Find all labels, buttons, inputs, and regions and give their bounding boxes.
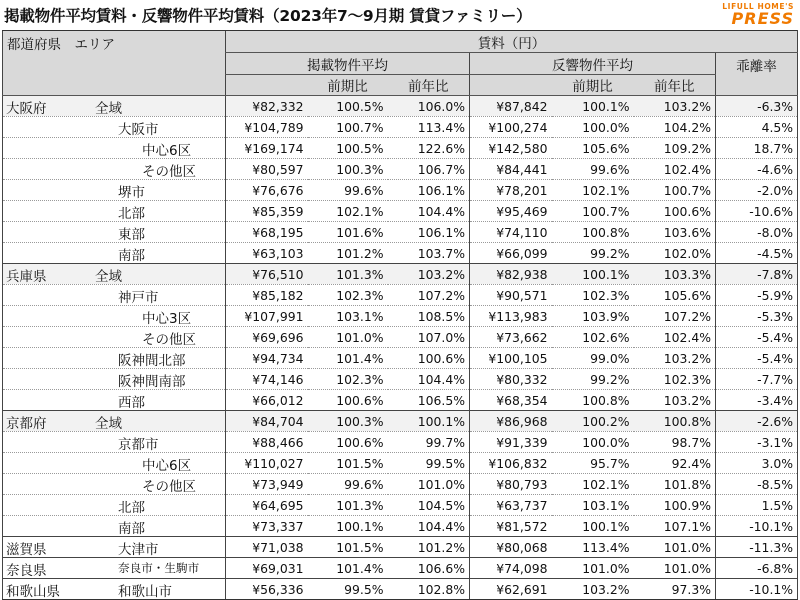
area-name: その他区 (142, 479, 196, 495)
gap-rate: -3.4% (716, 390, 798, 411)
area-name: その他区 (142, 332, 196, 348)
header-pref-area: 都道府県 エリア (3, 31, 226, 96)
listed-qoq: 100.3% (308, 411, 388, 432)
header-listed: 掲載物件平均 (226, 53, 470, 75)
listed-qoq: 99.6% (308, 180, 388, 201)
prefecture-name: 奈良県 (6, 563, 47, 579)
row-label (3, 96, 226, 117)
table-row (3, 180, 798, 201)
response-qoq: 100.2% (552, 411, 634, 432)
response-yoy: 103.6% (634, 222, 716, 243)
header-listed-qoq: 前期比 (308, 75, 388, 96)
listed-yoy: 122.6% (388, 138, 470, 159)
header-resp-qoq: 前期比 (552, 75, 634, 96)
response-qoq: 102.1% (552, 180, 634, 201)
table-row (3, 327, 798, 348)
listed-yoy: 107.0% (388, 327, 470, 348)
row-label (3, 243, 226, 264)
response-yoy: 102.0% (634, 243, 716, 264)
gap-rate: -10.6% (716, 201, 798, 222)
response-rent: ¥87,842 (470, 96, 552, 117)
listed-rent: ¥84,704 (226, 411, 308, 432)
listed-yoy: 106.6% (388, 558, 470, 579)
listed-yoy: 101.0% (388, 474, 470, 495)
area-name: 北部 (118, 500, 145, 516)
response-qoq: 99.0% (552, 348, 634, 369)
response-qoq: 100.7% (552, 201, 634, 222)
listed-rent: ¥71,038 (226, 537, 308, 558)
response-yoy: 102.4% (634, 327, 716, 348)
row-label (3, 558, 226, 579)
listed-rent: ¥169,174 (226, 138, 308, 159)
response-rent: ¥113,983 (470, 306, 552, 327)
listed-rent: ¥88,466 (226, 432, 308, 453)
listed-rent: ¥107,991 (226, 306, 308, 327)
listed-yoy: 106.5% (388, 390, 470, 411)
response-rent: ¥68,354 (470, 390, 552, 411)
response-rent: ¥80,332 (470, 369, 552, 390)
listed-qoq: 101.5% (308, 537, 388, 558)
listed-rent: ¥110,027 (226, 453, 308, 474)
listed-yoy: 99.5% (388, 453, 470, 474)
response-yoy: 101.8% (634, 474, 716, 495)
response-qoq: 103.9% (552, 306, 634, 327)
response-rent: ¥74,098 (470, 558, 552, 579)
response-qoq: 100.1% (552, 96, 634, 117)
table-row (3, 243, 798, 264)
table-row (3, 516, 798, 537)
listed-qoq: 101.5% (308, 453, 388, 474)
logo-line1: LIFULL HOME'S (722, 2, 794, 11)
listed-rent: ¥56,336 (226, 579, 308, 600)
logo-line2: PRESS (731, 8, 794, 28)
listed-qoq: 102.3% (308, 369, 388, 390)
response-qoq: 99.2% (552, 369, 634, 390)
listed-yoy: 106.0% (388, 96, 470, 117)
response-rent: ¥82,938 (470, 264, 552, 285)
response-yoy: 102.3% (634, 369, 716, 390)
gap-rate: -2.6% (716, 411, 798, 432)
listed-rent: ¥85,359 (226, 201, 308, 222)
response-yoy: 102.4% (634, 159, 716, 180)
response-rent: ¥66,099 (470, 243, 552, 264)
response-qoq: 103.2% (552, 579, 634, 600)
response-rent: ¥106,832 (470, 453, 552, 474)
listed-qoq: 99.5% (308, 579, 388, 600)
listed-yoy: 102.8% (388, 579, 470, 600)
header-listed-yoy: 前年比 (388, 75, 470, 96)
response-yoy: 103.3% (634, 264, 716, 285)
area-name: 南部 (118, 521, 145, 537)
header-response: 反響物件平均 (470, 53, 716, 75)
table-row (3, 558, 798, 579)
table-row (3, 222, 798, 243)
area-name: 全域 (95, 416, 122, 432)
area-name: 奈良市・生駒市 (118, 561, 200, 575)
row-label (3, 117, 226, 138)
prefecture-name: 滋賀県 (6, 542, 47, 558)
response-rent: ¥63,737 (470, 495, 552, 516)
gap-rate: -7.8% (716, 264, 798, 285)
row-label (3, 453, 226, 474)
listed-qoq: 101.6% (308, 222, 388, 243)
listed-rent: ¥69,031 (226, 558, 308, 579)
table-row (3, 390, 798, 411)
row-label (3, 432, 226, 453)
listed-qoq: 103.1% (308, 306, 388, 327)
response-yoy: 92.4% (634, 453, 716, 474)
gap-rate: -5.4% (716, 348, 798, 369)
response-qoq: 100.8% (552, 390, 634, 411)
gap-rate: -8.5% (716, 474, 798, 495)
area-name: 大津市 (118, 542, 159, 558)
listed-rent: ¥76,676 (226, 180, 308, 201)
table-row (3, 453, 798, 474)
response-yoy: 100.9% (634, 495, 716, 516)
listed-yoy: 106.1% (388, 222, 470, 243)
response-yoy: 104.2% (634, 117, 716, 138)
row-label (3, 348, 226, 369)
gap-rate: -11.3% (716, 537, 798, 558)
response-yoy: 100.7% (634, 180, 716, 201)
table-row (3, 138, 798, 159)
prefecture-name: 大阪府 (6, 101, 47, 117)
area-name: 中心6区 (142, 143, 192, 159)
listed-yoy: 100.6% (388, 348, 470, 369)
row-label (3, 306, 226, 327)
table-row (3, 285, 798, 306)
response-rent: ¥74,110 (470, 222, 552, 243)
table-row (3, 201, 798, 222)
response-rent: ¥100,274 (470, 117, 552, 138)
table-row (3, 474, 798, 495)
listed-rent: ¥73,949 (226, 474, 308, 495)
table-row (3, 159, 798, 180)
response-rent: ¥84,441 (470, 159, 552, 180)
listed-qoq: 101.4% (308, 348, 388, 369)
prefecture-name: 和歌山県 (6, 584, 60, 600)
response-yoy: 107.1% (634, 516, 716, 537)
row-label (3, 390, 226, 411)
area-name: 全域 (95, 269, 122, 285)
response-rent: ¥80,068 (470, 537, 552, 558)
response-qoq: 100.8% (552, 222, 634, 243)
response-rent: ¥78,201 (470, 180, 552, 201)
area-name: 神戸市 (118, 290, 159, 306)
listed-qoq: 102.3% (308, 285, 388, 306)
row-label (3, 474, 226, 495)
brand-logo (722, 3, 794, 27)
response-yoy: 98.7% (634, 432, 716, 453)
listed-qoq: 100.5% (308, 138, 388, 159)
gap-rate: -2.0% (716, 180, 798, 201)
response-qoq: 99.2% (552, 243, 634, 264)
listed-yoy: 106.7% (388, 159, 470, 180)
row-label (3, 537, 226, 558)
listed-yoy: 104.4% (388, 516, 470, 537)
response-qoq: 101.0% (552, 558, 634, 579)
response-yoy: 103.2% (634, 390, 716, 411)
gap-rate: -5.3% (716, 306, 798, 327)
listed-yoy: 101.2% (388, 537, 470, 558)
area-name: その他区 (142, 164, 196, 180)
gap-rate: -3.1% (716, 432, 798, 453)
response-yoy: 105.6% (634, 285, 716, 306)
listed-yoy: 104.5% (388, 495, 470, 516)
response-rent: ¥100,105 (470, 348, 552, 369)
gap-rate: 4.5% (716, 117, 798, 138)
gap-rate: 1.5% (716, 495, 798, 516)
table-row (3, 117, 798, 138)
header-resp-yoy: 前年比 (634, 75, 716, 96)
prefecture-name: 京都府 (6, 416, 47, 432)
listed-rent: ¥63,103 (226, 243, 308, 264)
table-body (3, 96, 798, 600)
gap-rate: -6.3% (716, 96, 798, 117)
listed-qoq: 100.3% (308, 159, 388, 180)
listed-qoq: 101.4% (308, 558, 388, 579)
response-qoq: 95.7% (552, 453, 634, 474)
response-rent: ¥81,572 (470, 516, 552, 537)
response-rent: ¥90,571 (470, 285, 552, 306)
response-rent: ¥80,793 (470, 474, 552, 495)
response-rent: ¥95,469 (470, 201, 552, 222)
area-name: 和歌山市 (118, 584, 172, 600)
response-qoq: 102.3% (552, 285, 634, 306)
listed-yoy: 104.4% (388, 201, 470, 222)
row-label (3, 159, 226, 180)
listed-yoy: 103.7% (388, 243, 470, 264)
listed-qoq: 101.3% (308, 495, 388, 516)
response-qoq: 105.6% (552, 138, 634, 159)
table-row (3, 579, 798, 600)
header-gap: 乖離率 (716, 53, 798, 96)
listed-rent: ¥76,510 (226, 264, 308, 285)
listed-qoq: 102.1% (308, 201, 388, 222)
listed-yoy: 100.1% (388, 411, 470, 432)
row-label (3, 201, 226, 222)
listed-rent: ¥74,146 (226, 369, 308, 390)
response-rent: ¥73,662 (470, 327, 552, 348)
listed-rent: ¥104,789 (226, 117, 308, 138)
gap-rate: -10.1% (716, 516, 798, 537)
listed-rent: ¥73,337 (226, 516, 308, 537)
listed-yoy: 104.4% (388, 369, 470, 390)
response-yoy: 101.0% (634, 558, 716, 579)
listed-rent: ¥85,182 (226, 285, 308, 306)
listed-yoy: 106.1% (388, 180, 470, 201)
area-name: 東部 (118, 227, 145, 243)
response-yoy: 103.2% (634, 96, 716, 117)
response-qoq: 100.1% (552, 516, 634, 537)
table-row (3, 306, 798, 327)
listed-rent: ¥94,734 (226, 348, 308, 369)
area-name: 全域 (95, 101, 122, 117)
listed-yoy: 99.7% (388, 432, 470, 453)
page-title: 掲載物件平均賃料・反響物件平均賃料（2023年7～9月期 賃貸ファミリー） (4, 7, 532, 25)
listed-yoy: 103.2% (388, 264, 470, 285)
listed-qoq: 101.0% (308, 327, 388, 348)
listed-qoq: 101.2% (308, 243, 388, 264)
response-qoq: 102.1% (552, 474, 634, 495)
row-label (3, 285, 226, 306)
table-row (3, 348, 798, 369)
listed-rent: ¥80,597 (226, 159, 308, 180)
response-qoq: 100.1% (552, 264, 634, 285)
row-label (3, 411, 226, 432)
table-row (3, 96, 798, 117)
response-qoq: 103.1% (552, 495, 634, 516)
listed-yoy: 108.5% (388, 306, 470, 327)
row-label (3, 579, 226, 600)
gap-rate: -5.4% (716, 327, 798, 348)
response-rent: ¥91,339 (470, 432, 552, 453)
response-rent: ¥62,691 (470, 579, 552, 600)
response-yoy: 100.6% (634, 201, 716, 222)
gap-rate: 3.0% (716, 453, 798, 474)
listed-rent: ¥68,195 (226, 222, 308, 243)
listed-qoq: 101.3% (308, 264, 388, 285)
listed-yoy: 107.2% (388, 285, 470, 306)
response-rent: ¥142,580 (470, 138, 552, 159)
gap-rate: 18.7% (716, 138, 798, 159)
listed-qoq: 100.6% (308, 432, 388, 453)
response-qoq: 113.4% (552, 537, 634, 558)
response-yoy: 103.2% (634, 348, 716, 369)
listed-qoq: 100.6% (308, 390, 388, 411)
response-yoy: 97.3% (634, 579, 716, 600)
area-name: 阪神間北部 (118, 353, 186, 369)
table-row (3, 411, 798, 432)
rent-table (2, 30, 798, 600)
gap-rate: -5.9% (716, 285, 798, 306)
listed-rent: ¥69,696 (226, 327, 308, 348)
row-label (3, 264, 226, 285)
gap-rate: -4.6% (716, 159, 798, 180)
response-qoq: 100.0% (552, 432, 634, 453)
table-row (3, 432, 798, 453)
row-label (3, 180, 226, 201)
row-label (3, 516, 226, 537)
area-name: 中心6区 (142, 458, 192, 474)
listed-rent: ¥82,332 (226, 96, 308, 117)
response-qoq: 102.6% (552, 327, 634, 348)
response-yoy: 100.8% (634, 411, 716, 432)
area-name: 阪神間南部 (118, 374, 186, 390)
listed-rent: ¥66,012 (226, 390, 308, 411)
row-label (3, 495, 226, 516)
response-yoy: 101.0% (634, 537, 716, 558)
response-yoy: 109.2% (634, 138, 716, 159)
response-qoq: 99.6% (552, 159, 634, 180)
listed-qoq: 100.1% (308, 516, 388, 537)
prefecture-name: 兵庫県 (6, 269, 47, 285)
listed-qoq: 100.7% (308, 117, 388, 138)
area-name: 京都市 (118, 437, 159, 453)
row-label (3, 369, 226, 390)
response-rent: ¥86,968 (470, 411, 552, 432)
area-name: 堺市 (118, 185, 145, 201)
table-row (3, 537, 798, 558)
gap-rate: -10.1% (716, 579, 798, 600)
listed-yoy: 113.4% (388, 117, 470, 138)
table-row (3, 264, 798, 285)
area-name: 北部 (118, 206, 145, 222)
area-name: 西部 (118, 395, 145, 411)
area-name: 大阪市 (118, 122, 159, 138)
gap-rate: -7.7% (716, 369, 798, 390)
row-label (3, 327, 226, 348)
listed-qoq: 100.5% (308, 96, 388, 117)
area-name: 中心3区 (142, 311, 192, 327)
gap-rate: -4.5% (716, 243, 798, 264)
table-row (3, 495, 798, 516)
gap-rate: -6.8% (716, 558, 798, 579)
header-row-1 (3, 31, 798, 53)
listed-rent: ¥64,695 (226, 495, 308, 516)
row-label (3, 138, 226, 159)
gap-rate: -8.0% (716, 222, 798, 243)
listed-qoq: 99.6% (308, 474, 388, 495)
response-yoy: 107.2% (634, 306, 716, 327)
row-label (3, 222, 226, 243)
response-qoq: 100.0% (552, 117, 634, 138)
area-name: 南部 (118, 248, 145, 264)
header-rent: 賃料（円） (226, 31, 798, 53)
table-row (3, 369, 798, 390)
